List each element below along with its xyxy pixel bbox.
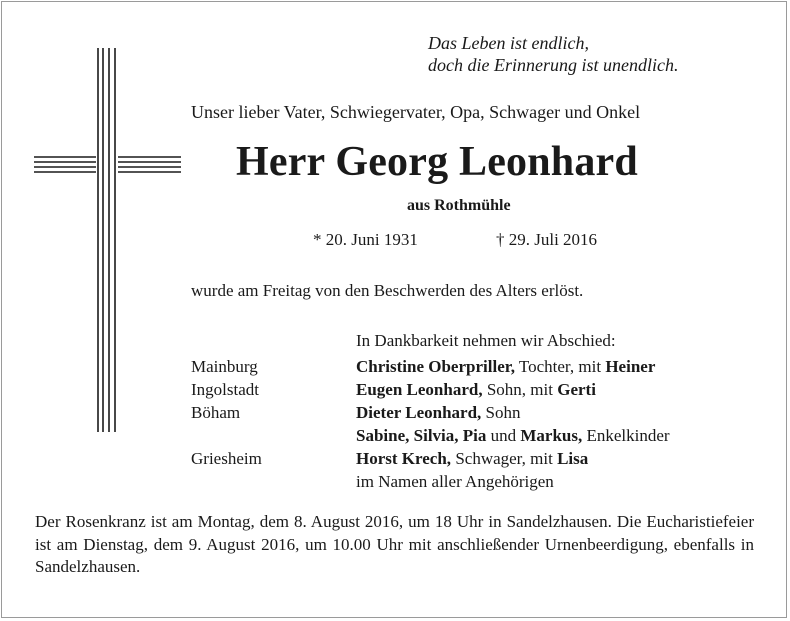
grandchild-name: Sabine, [356,426,410,445]
release-text: wurde am Freitag von den Beschwerden des Alters erlöst. [191,281,584,300]
service-details: Der Rosenkranz ist am Montag, dem 8. August 2016, um 18 Uhr in Sandelzhausen. Die Eucharistiefeier ist am Dienstag, dem 9. August 2016, um 10.00 Uhr mit anschließender Urnenbeerdigung, ebenfalls in Sandelzhausen. [35,512,754,576]
mourner-entry [356,447,588,470]
mourner-name: Dieter Leonhard, [356,403,482,422]
mourner-relation: Sohn [481,403,521,422]
motto-line-2: doch die Erinnerung ist unendlich. [428,55,679,75]
conjunction: und [486,426,521,445]
mourner-row [0,355,790,378]
mourner-partner: Lisa [557,449,589,468]
death-date: † 29. Juli 2016 [496,230,598,249]
mourner-place: Böham [191,403,241,422]
mourner-place: Mainburg [191,357,258,376]
mourner-entry [356,378,596,401]
birth-date: * 20. Juni 1931 [313,230,418,249]
mourner-place: Ingolstadt [191,380,259,399]
mourner-partner: Gerti [557,380,596,399]
mourner-row [0,447,790,470]
mourner-row [0,401,790,424]
mourner-name: Horst Krech, [356,449,452,468]
mourner-relation: Tochter, mit [514,357,606,376]
mourner-name: Eugen Leonhard, [356,380,483,399]
grandchildren-row [0,424,790,447]
grandchild-name: Markus, [520,426,583,445]
mourner-relation: Sohn, mit [482,380,558,399]
mourner-entry [356,355,655,378]
mourner-place: Griesheim [191,449,262,468]
motto-line-1: Das Leben ist endlich, [428,33,589,53]
intro-text: Unser lieber Vater, Schwiegervater, Opa, Schwager und Onkel [191,102,641,122]
mourner-name: Christine Oberpriller, [356,357,515,376]
mourner-entry [356,401,521,424]
grandchildren-entry [356,424,670,447]
grandchild-name: Pia [458,426,487,445]
relatives-row [0,470,790,493]
mourner-relation: Schwager, mit [451,449,558,468]
grandchildren-relation: Enkelkinder [582,426,670,445]
deceased-origin: aus Rothmühle [407,197,511,214]
farewell-text: In Dankbarkeit nehmen wir Abschied: [356,331,616,350]
mourner-row [0,378,790,401]
all-relatives-text: im Namen aller Angehörigen [356,472,554,491]
grandchild-name: Silvia, [409,426,459,445]
deceased-name: Herr Georg Leonhard [236,139,638,185]
mourner-partner: Heiner [605,357,656,376]
